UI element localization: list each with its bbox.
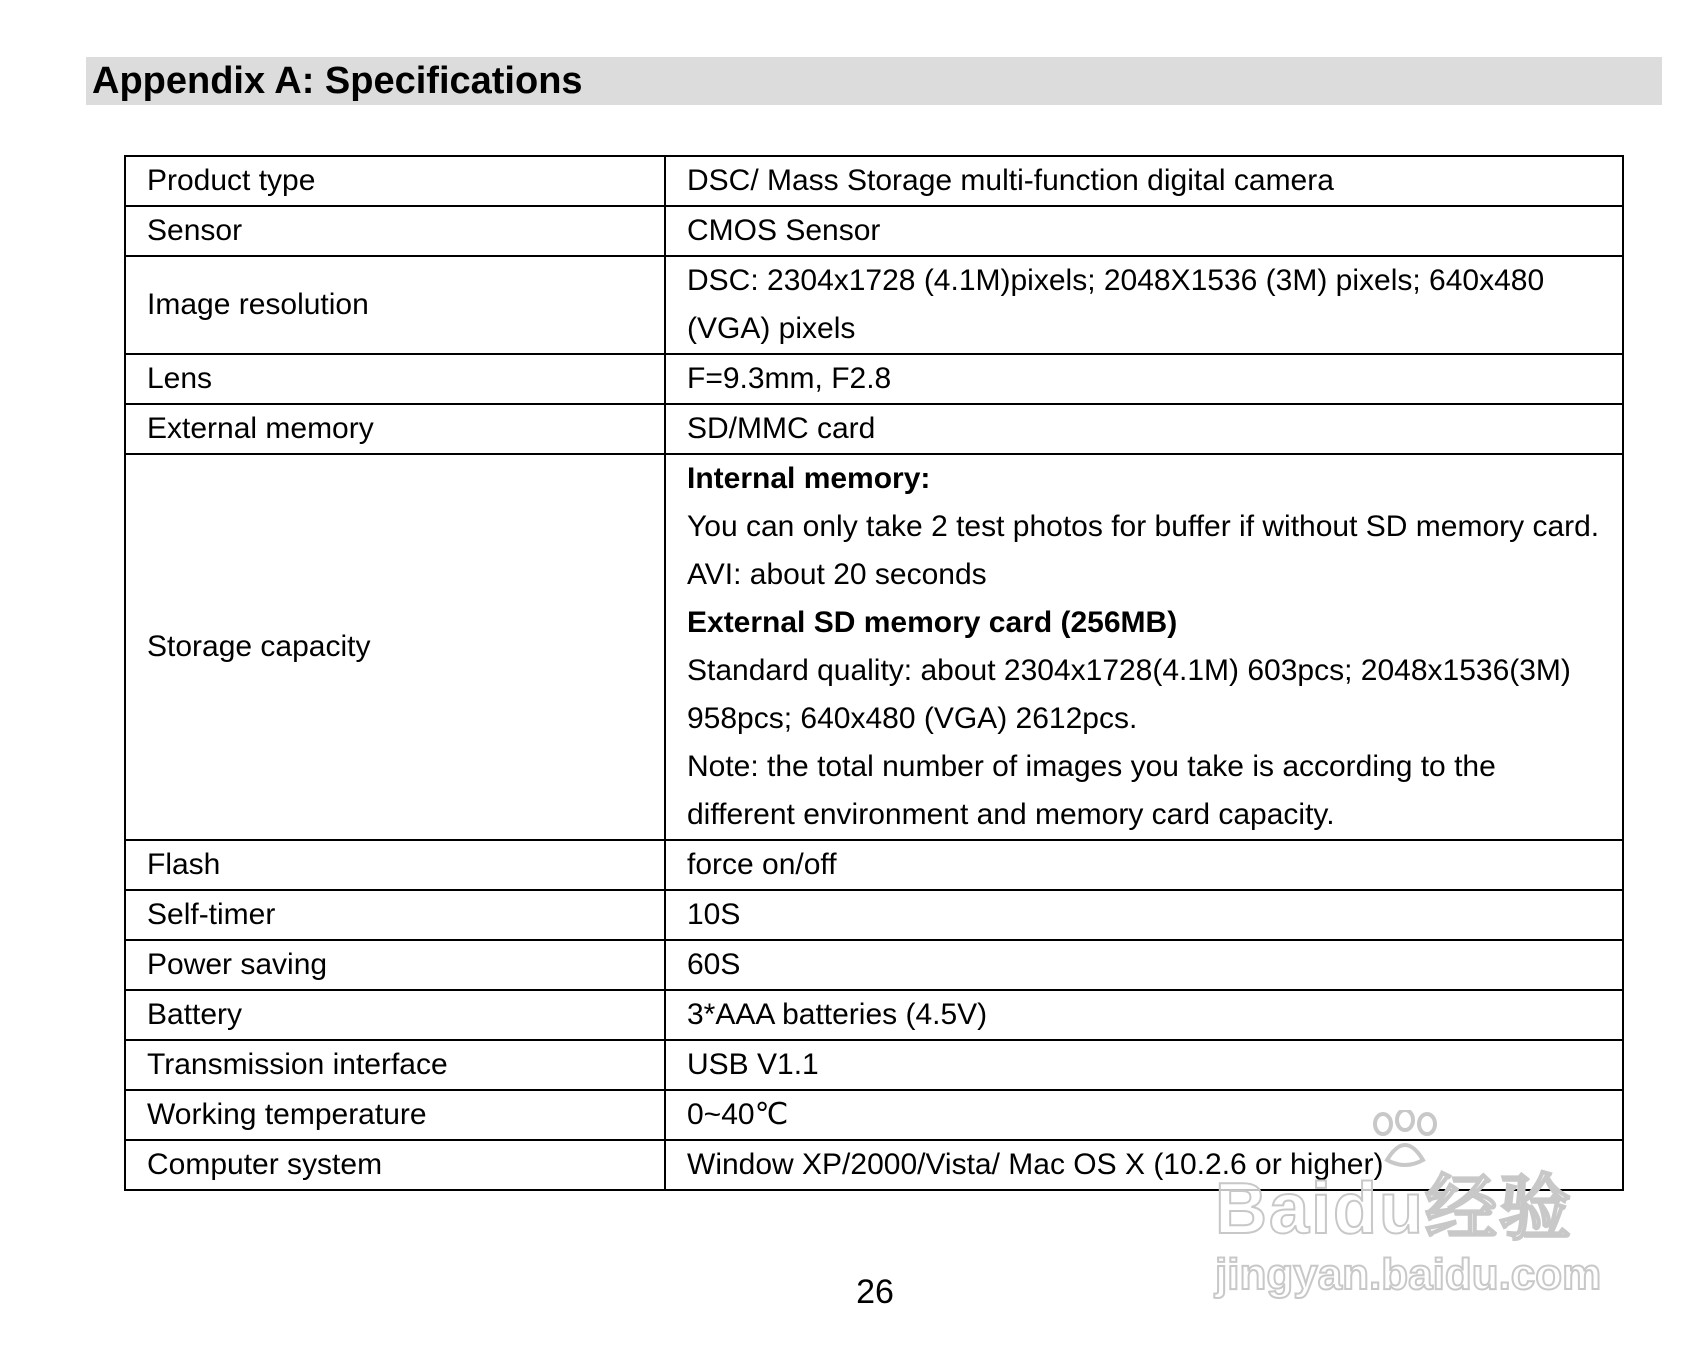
spec-label: Self-timer <box>125 890 665 940</box>
spec-label: Image resolution <box>125 256 665 354</box>
table-row <box>125 1140 1623 1190</box>
table-row <box>125 404 1623 454</box>
avi-duration: AVI: about 20 seconds <box>687 558 987 591</box>
page-number: 26 <box>856 1273 894 1311</box>
spec-label: Transmission interface <box>125 1040 665 1090</box>
spec-label: Computer system <box>125 1140 665 1190</box>
section-heading-bar <box>86 57 1662 105</box>
external-card-title: External SD memory card (256MB) <box>687 606 1178 639</box>
storage-value <box>665 454 1623 840</box>
storage-note: Note: the total number of images you take is according to the different environment and memory card capacity. <box>687 750 1496 831</box>
spec-value: DSC/ Mass Storage multi-function digital camera <box>665 156 1623 206</box>
table-row <box>125 890 1623 940</box>
table-row <box>125 1040 1623 1090</box>
spec-label: Working temperature <box>125 1090 665 1140</box>
specifications-table <box>124 155 1624 1191</box>
spec-value: 3*AAA batteries (4.5V) <box>665 990 1623 1040</box>
spec-label: Battery <box>125 990 665 1040</box>
spec-value: CMOS Sensor <box>665 206 1623 256</box>
spec-value: SD/MMC card <box>665 404 1623 454</box>
spec-value: 0~40℃ <box>665 1090 1623 1140</box>
internal-memory-text: You can only take 2 test photos for buffer if without SD memory card. <box>687 510 1600 543</box>
table-row <box>125 1090 1623 1140</box>
watermark-url: jingyan.baidu.com <box>1215 1250 1602 1299</box>
table-row <box>125 840 1623 890</box>
spec-value: 60S <box>665 940 1623 990</box>
internal-memory-title: Internal memory: <box>687 462 931 495</box>
table-row <box>125 990 1623 1040</box>
table-row-storage <box>125 454 1623 840</box>
spec-label: Product type <box>125 156 665 206</box>
spec-label: Sensor <box>125 206 665 256</box>
spec-label: External memory <box>125 404 665 454</box>
spec-value: 10S <box>665 890 1623 940</box>
table-row <box>125 206 1623 256</box>
spec-value: Window XP/2000/Vista/ Mac OS X (10.2.6 or higher) <box>665 1140 1623 1190</box>
spec-value: DSC: 2304x1728 (4.1M)pixels; 2048X1536 (3M) pixels; 640x480 (VGA) pixels <box>665 256 1623 354</box>
section-heading: Appendix A: Specifications <box>92 60 583 102</box>
spec-value: USB V1.1 <box>665 1040 1623 1090</box>
table-row <box>125 354 1623 404</box>
standard-quality-text: Standard quality: about 2304x1728(4.1M) 603pcs; 2048x1536(3M) 958pcs; 640x480 (VGA) 2612pcs. <box>687 654 1571 735</box>
watermark-logo: Baidu经验 <box>1215 1169 1574 1249</box>
spec-label: Flash <box>125 840 665 890</box>
table-row <box>125 156 1623 206</box>
spec-value: F=9.3mm, F2.8 <box>665 354 1623 404</box>
spec-value: force on/off <box>665 840 1623 890</box>
spec-label: Storage capacity <box>125 454 665 840</box>
table-row <box>125 256 1623 354</box>
spec-label: Lens <box>125 354 665 404</box>
table-row <box>125 940 1623 990</box>
spec-label: Power saving <box>125 940 665 990</box>
